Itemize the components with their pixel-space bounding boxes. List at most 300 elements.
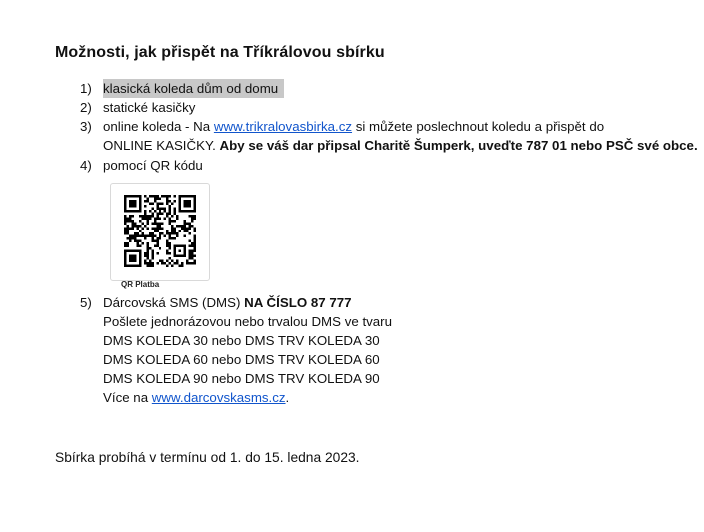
qr-module — [141, 227, 143, 229]
qr-module — [136, 225, 138, 227]
qr-module — [189, 225, 191, 227]
qr-module — [176, 235, 178, 237]
qr-module — [161, 202, 163, 204]
qr-module — [151, 257, 153, 259]
qr-module — [144, 235, 146, 237]
qr-module — [174, 227, 176, 229]
qr-module — [166, 265, 168, 267]
qr-module — [149, 260, 151, 262]
qr-module — [164, 195, 166, 197]
qr-module — [146, 242, 148, 244]
qr-module — [146, 222, 148, 224]
qr-module — [126, 220, 128, 222]
footer-text: Sbírka probíhá v termínu od 1. do 15. ledna 2023. — [55, 450, 360, 465]
qr-module — [169, 217, 171, 219]
qr-module — [144, 200, 146, 202]
qr-module — [184, 230, 186, 232]
qr-module — [189, 240, 191, 242]
qr-module — [151, 207, 153, 209]
qr-module — [174, 212, 176, 214]
more-info-suffix: . — [285, 390, 290, 405]
qr-module — [156, 215, 158, 217]
qr-module — [156, 222, 158, 224]
qr-module — [146, 265, 148, 267]
qr-module — [129, 215, 131, 217]
qr-module — [156, 217, 158, 219]
qr-module — [179, 265, 181, 267]
qr-module — [166, 197, 168, 199]
qr-module — [181, 227, 183, 229]
qr-module — [146, 250, 148, 252]
qr-module — [156, 240, 158, 242]
list-number: 1) — [80, 81, 92, 96]
qr-module — [176, 232, 178, 234]
qr-module — [176, 217, 178, 219]
qr-module — [186, 260, 188, 262]
qr-module — [171, 215, 173, 217]
qr-module — [156, 197, 158, 199]
more-info-text: Více na — [103, 390, 152, 405]
list-number: 2) — [80, 100, 92, 115]
qr-module — [154, 227, 156, 229]
qr-module — [169, 247, 171, 249]
qr-module — [169, 205, 171, 207]
qr-module — [159, 237, 161, 239]
qr-module — [166, 212, 168, 214]
qr-module — [151, 265, 153, 267]
qr-module — [149, 210, 151, 212]
sms-line: DMS KOLEDA 30 nebo DMS TRV KOLEDA 30 — [103, 333, 380, 348]
qr-module — [151, 232, 153, 234]
qr-module — [151, 202, 153, 204]
qr-module — [156, 245, 158, 247]
qr-module — [144, 217, 146, 219]
qr-module — [154, 230, 156, 232]
qr-module — [151, 262, 153, 264]
qr-module — [156, 225, 158, 227]
qr-module — [194, 247, 196, 249]
sms-number-bold: NA ČÍSLO 87 777 — [244, 295, 352, 310]
qr-module — [159, 207, 161, 209]
qr-module — [189, 257, 191, 259]
qr-module — [159, 260, 161, 262]
qr-module — [159, 247, 161, 249]
qr-module — [124, 227, 126, 229]
qr-module — [186, 262, 188, 264]
list-item-text: pomocí QR kódu — [103, 158, 203, 173]
qr-module — [169, 207, 171, 209]
qr-module — [159, 210, 161, 212]
qr-module — [171, 227, 173, 229]
qr-module — [171, 260, 173, 262]
qr-module — [171, 202, 173, 204]
qr-module — [169, 237, 171, 239]
qr-module — [141, 222, 143, 224]
qr-module — [131, 227, 133, 229]
qr-module — [144, 237, 146, 239]
qr-module — [131, 235, 133, 237]
qr-module — [181, 225, 183, 227]
qr-module — [181, 265, 183, 267]
qr-module — [166, 232, 168, 234]
list-item-text: statické kasičky — [103, 100, 196, 115]
qr-module — [136, 235, 138, 237]
sms-line: Pošlete jednorázovou nebo trvalou DMS ve tvaru — [103, 314, 392, 329]
qr-module — [174, 207, 176, 209]
continuation-bold-text: Aby se váš dar připsal Charitě Šumperk, uveďte 787 01 nebo PSČ své obce. — [219, 138, 698, 153]
qr-module — [139, 230, 141, 232]
qr-module — [169, 200, 171, 202]
qr-module — [191, 242, 193, 244]
darcovskasms-link[interactable]: www.darcovskasms.cz — [151, 390, 286, 405]
qr-module — [146, 262, 148, 264]
qr-module — [144, 210, 146, 212]
qr-module — [139, 225, 141, 227]
qr-module — [156, 195, 158, 197]
qr-module — [151, 255, 153, 257]
qr-module — [166, 200, 168, 202]
qr-module — [174, 200, 176, 202]
qr-module — [151, 252, 153, 254]
qr-module — [166, 245, 168, 247]
qr-module — [174, 220, 176, 222]
qr-module — [151, 215, 153, 217]
qr-module — [141, 242, 143, 244]
qr-module — [154, 197, 156, 199]
qr-module — [151, 240, 153, 242]
qr-module — [176, 262, 178, 264]
qr-module — [129, 227, 131, 229]
qr-module — [126, 230, 128, 232]
qr-module — [194, 260, 196, 262]
qr-module — [159, 197, 161, 199]
qr-module — [146, 257, 148, 259]
qr-module — [166, 215, 168, 217]
qr-module — [134, 240, 136, 242]
qr-module — [161, 260, 163, 262]
qr-module — [149, 195, 151, 197]
qr-module — [146, 245, 148, 247]
qr-module — [159, 202, 161, 204]
qr-module — [136, 227, 138, 229]
qr-module — [191, 217, 193, 219]
qr-module — [154, 240, 156, 242]
qr-module — [124, 245, 126, 247]
qr-module — [131, 237, 133, 239]
qr-module — [169, 235, 171, 237]
qr-code-icon — [124, 195, 196, 267]
qr-module — [126, 225, 128, 227]
qr-module — [126, 242, 128, 244]
qr-module — [146, 235, 148, 237]
qr-module — [134, 237, 136, 239]
qr-module — [144, 205, 146, 207]
qr-module — [166, 252, 168, 254]
qr-module — [191, 255, 193, 257]
qr-module — [159, 235, 161, 237]
qr-module — [171, 232, 173, 234]
qr-module — [184, 235, 186, 237]
qr-module — [169, 252, 171, 254]
list-item-continuation — [103, 136, 698, 155]
qr-module — [189, 245, 191, 247]
qr-module — [124, 215, 126, 217]
qr-module — [146, 217, 148, 219]
qr-module — [151, 227, 153, 229]
qr-module — [169, 222, 171, 224]
list-number: 3) — [80, 119, 92, 134]
qr-module — [194, 237, 196, 239]
qr-module — [154, 210, 156, 212]
qr-module — [124, 217, 126, 219]
qr-module — [124, 232, 126, 234]
qr-module — [176, 215, 178, 217]
qr-module — [164, 210, 166, 212]
qr-module — [154, 245, 156, 247]
trikralova-link[interactable]: www.trikralovasbirka.cz — [213, 119, 353, 134]
qr-module — [151, 195, 153, 197]
qr-module — [189, 227, 191, 229]
qr-module — [174, 230, 176, 232]
qr-module — [159, 225, 161, 227]
qr-module — [129, 235, 131, 237]
qr-module — [146, 220, 148, 222]
qr-module — [164, 262, 166, 264]
qr-module — [174, 232, 176, 234]
qr-module — [124, 242, 126, 244]
qr-module — [149, 215, 151, 217]
qr-module — [131, 222, 133, 224]
qr-module — [136, 240, 138, 242]
qr-module — [154, 195, 156, 197]
qr-module — [166, 230, 168, 232]
qr-module — [144, 215, 146, 217]
qr-module — [171, 225, 173, 227]
qr-module — [156, 252, 158, 254]
qr-module — [169, 220, 171, 222]
qr-module — [174, 195, 176, 197]
list-number: 4) — [80, 158, 92, 173]
qr-module — [141, 215, 143, 217]
qr-caption: QR Platba — [121, 280, 160, 289]
qr-module — [149, 202, 151, 204]
qr-module — [159, 212, 161, 214]
qr-module — [156, 227, 158, 229]
list-item-text-pre: online koleda - Na — [103, 119, 214, 134]
qr-module — [184, 227, 186, 229]
qr-module — [194, 235, 196, 237]
qr-module — [126, 245, 128, 247]
qr-module — [171, 237, 173, 239]
qr-module — [169, 257, 171, 259]
sms-line: DMS KOLEDA 90 nebo DMS TRV KOLEDA 90 — [103, 371, 380, 386]
qr-module — [166, 195, 168, 197]
qr-module — [189, 250, 191, 252]
qr-module — [194, 242, 196, 244]
qr-module — [191, 245, 193, 247]
qr-module — [124, 222, 126, 224]
qr-module — [149, 235, 151, 237]
qr-module — [131, 220, 133, 222]
sms-line: DMS KOLEDA 60 nebo DMS TRV KOLEDA 60 — [103, 352, 380, 367]
qr-module — [166, 250, 168, 252]
list-item-text-pre: Dárcovská SMS (DMS) — [103, 295, 245, 310]
qr-module — [129, 240, 131, 242]
qr-module — [136, 232, 138, 234]
qr-module — [159, 217, 161, 219]
qr-module — [134, 222, 136, 224]
qr-module — [144, 225, 146, 227]
qr-module — [134, 232, 136, 234]
qr-module — [149, 265, 151, 267]
qr-module — [151, 235, 153, 237]
qr-module — [184, 220, 186, 222]
qr-module — [151, 250, 153, 252]
qr-module — [171, 220, 173, 222]
qr-module — [156, 262, 158, 264]
qr-module — [194, 230, 196, 232]
qr-module — [169, 195, 171, 197]
qr-module — [156, 205, 158, 207]
qr-module — [126, 227, 128, 229]
qr-module — [156, 242, 158, 244]
qr-module — [169, 210, 171, 212]
qr-module — [161, 195, 163, 197]
qr-module — [191, 250, 193, 252]
qr-module — [144, 260, 146, 262]
more-info-line — [103, 388, 289, 407]
qr-module — [159, 222, 161, 224]
qr-module — [139, 220, 141, 222]
qr-module — [151, 212, 153, 214]
qr-module — [189, 222, 191, 224]
qr-module — [194, 262, 196, 264]
qr-module — [174, 210, 176, 212]
qr-module — [166, 240, 168, 242]
qr-module — [136, 245, 138, 247]
qr-module — [161, 232, 163, 234]
qr-module — [146, 200, 148, 202]
qr-module — [161, 262, 163, 264]
qr-module — [156, 230, 158, 232]
qr-module — [191, 225, 193, 227]
qr-module — [181, 262, 183, 264]
qr-module — [186, 227, 188, 229]
qr-module — [159, 227, 161, 229]
qr-module — [141, 235, 143, 237]
qr-module — [156, 212, 158, 214]
list-item-text: klasická koleda dům od domu — [103, 79, 284, 98]
qr-module — [194, 215, 196, 217]
qr-module — [194, 227, 196, 229]
qr-module — [126, 217, 128, 219]
qr-module — [144, 252, 146, 254]
qr-module — [189, 262, 191, 264]
qr-module — [154, 220, 156, 222]
qr-module — [169, 245, 171, 247]
qr-module — [129, 237, 131, 239]
qr-module — [146, 247, 148, 249]
list-item-text — [103, 117, 604, 136]
qr-module — [194, 245, 196, 247]
qr-module — [144, 195, 146, 197]
qr-module — [169, 242, 171, 244]
qr-module — [156, 237, 158, 239]
qr-module — [126, 237, 128, 239]
qr-module — [184, 225, 186, 227]
qr-code-frame — [110, 183, 210, 281]
qr-module — [194, 255, 196, 257]
qr-module — [194, 240, 196, 242]
qr-module — [194, 217, 196, 219]
qr-module — [191, 220, 193, 222]
qr-module — [191, 215, 193, 217]
qr-module — [146, 197, 148, 199]
qr-module — [171, 230, 173, 232]
qr-module — [124, 230, 126, 232]
qr-module — [166, 202, 168, 204]
list-item-text — [103, 293, 352, 312]
qr-module — [161, 222, 163, 224]
qr-module — [146, 227, 148, 229]
qr-module — [174, 262, 176, 264]
qr-module — [139, 245, 141, 247]
qr-module — [179, 225, 181, 227]
qr-module — [174, 237, 176, 239]
qr-module — [156, 202, 158, 204]
qr-module — [189, 252, 191, 254]
qr-module — [141, 232, 143, 234]
list-number: 5) — [80, 295, 92, 310]
qr-module — [144, 212, 146, 214]
qr-module — [149, 262, 151, 264]
qr-module — [151, 237, 153, 239]
qr-module — [176, 225, 178, 227]
page-title: Možnosti, jak přispět na Tříkrálovou sbírku — [55, 44, 385, 61]
qr-module — [191, 262, 193, 264]
qr-module — [191, 257, 193, 259]
qr-module — [131, 215, 133, 217]
qr-module — [161, 212, 163, 214]
qr-module — [194, 250, 196, 252]
qr-module — [189, 255, 191, 257]
qr-module — [129, 217, 131, 219]
qr-module — [191, 252, 193, 254]
qr-module — [161, 227, 163, 229]
qr-module — [169, 212, 171, 214]
qr-module — [154, 235, 156, 237]
qr-module — [161, 207, 163, 209]
qr-module — [159, 232, 161, 234]
qr-module — [169, 262, 171, 264]
qr-module — [154, 200, 156, 202]
qr-module — [144, 255, 146, 257]
qr-module — [189, 232, 191, 234]
qr-module — [129, 220, 131, 222]
list-item-text-post: si můžete poslechnout koledu a přispět do — [352, 119, 605, 134]
qr-module — [136, 242, 138, 244]
qr-module — [126, 232, 128, 234]
qr-module — [149, 247, 151, 249]
qr-module — [139, 215, 141, 217]
qr-module — [179, 230, 181, 232]
qr-module — [149, 217, 151, 219]
qr-module — [139, 235, 141, 237]
qr-module — [186, 222, 188, 224]
qr-module — [164, 235, 166, 237]
qr-module — [134, 235, 136, 237]
qr-module — [146, 255, 148, 257]
